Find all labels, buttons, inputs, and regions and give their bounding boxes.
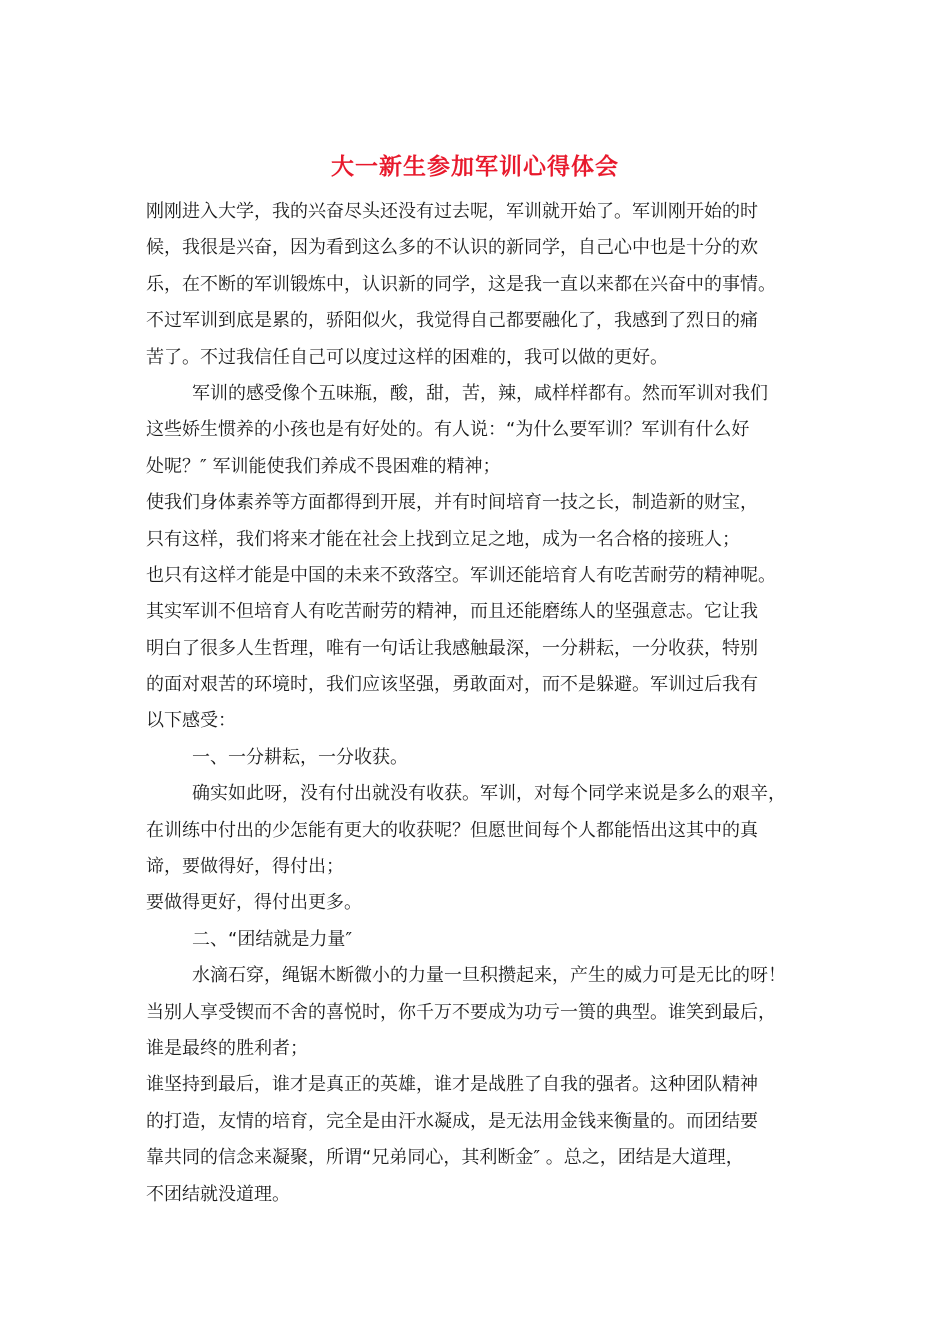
body-line: 靠共同的信念来凝聚，所谓“兄弟同心，其利断金″ 。总之，团结是大道理， <box>146 1147 744 1169</box>
body-line: 军训的感受像个五味瓶，酸，甜，苦，辣，咸样样都有。然而军训对我们 <box>192 382 768 404</box>
document-title: 大一新生参加军训心得体会 <box>331 154 619 180</box>
body-line: 的面对艰苦的环境时，我们应该坚强，勇敢面对，而不是躲避。军训过后我有 <box>146 674 758 696</box>
body-line: 谁是最终的胜利者； <box>146 1037 308 1059</box>
body-line: 在训练中付出的少怎能有更大的收获呢？但愿世间每个人都能悟出这其中的真 <box>146 819 758 841</box>
body-line: 二、“团结就是力量″ <box>192 928 353 950</box>
body-line: 这些娇生惯养的小孩也是有好处的。有人说：“为什么要军训？军训有什么好 <box>146 419 750 441</box>
body-line: 明白了很多人生哲理，唯有一句话让我感触最深，一分耕耘，一分收获，特别 <box>146 637 758 659</box>
body-line: 其实军训不但培育人有吃苦耐劳的精神，而且还能磨练人的坚强意志。它让我 <box>146 601 758 623</box>
body-line: 只有这样，我们将来才能在社会上找到立足之地，成为一名合格的接班人； <box>146 528 740 550</box>
body-line: 水滴石穿，绳锯木断微小的力量一旦积攒起来，产生的威力可是无比的呀！ <box>192 965 786 987</box>
body-line: 要做得更好，得付出更多。 <box>146 892 362 914</box>
body-line: 使我们身体素养等方面都得到开展，并有时间培育一技之长，制造新的财宝， <box>146 492 758 514</box>
body-line: 也只有这样才能是中国的未来不致落空。军训还能培育人有吃苦耐劳的精神呢。 <box>146 564 776 586</box>
body-line: 不过军训到底是累的，骄阳似火，我觉得自己都要融化了，我感到了烈日的痛 <box>146 310 758 332</box>
body-line: 确实如此呀，没有付出就没有收获。军训，对每个同学来说是多么的艰辛， <box>192 783 786 805</box>
body-line: 候，我很是兴奋，因为看到这么多的不认识的新同学，自己心中也是十分的欢 <box>146 237 758 259</box>
body-line: 谁坚持到最后，谁才是真正的英雄，谁才是战胜了自我的强者。这种团队精神 <box>146 1074 758 1096</box>
body-line: 以下感受： <box>146 710 236 732</box>
body-line: 的打造，友情的培育，完全是由汗水凝成，是无法用金钱来衡量的。而团结要 <box>146 1110 758 1132</box>
document-body <box>146 194 846 1213</box>
body-line: 苦了。不过我信任自己可以度过这样的困难的，我可以做的更好。 <box>146 346 668 368</box>
body-line: 当别人享受锲而不舍的喜悦时，你千万不要成为功亏一篑的典型。谁笑到最后， <box>146 1001 776 1023</box>
body-line: 乐，在不断的军训锻炼中，认识新的同学，这是我一直以来都在兴奋中的事情。 <box>146 273 776 295</box>
body-line: 谛，要做得好，得付出； <box>146 856 344 878</box>
body-line: 不团结就没道理。 <box>146 1183 290 1205</box>
body-line: 一、一分耕耘，一分收获。 <box>192 746 408 768</box>
body-line: 处呢？″ 军训能使我们养成不畏困难的精神； <box>146 455 501 477</box>
body-line: 刚刚进入大学，我的兴奋尽头还没有过去呢，军训就开始了。军训刚开始的时 <box>146 201 758 222</box>
